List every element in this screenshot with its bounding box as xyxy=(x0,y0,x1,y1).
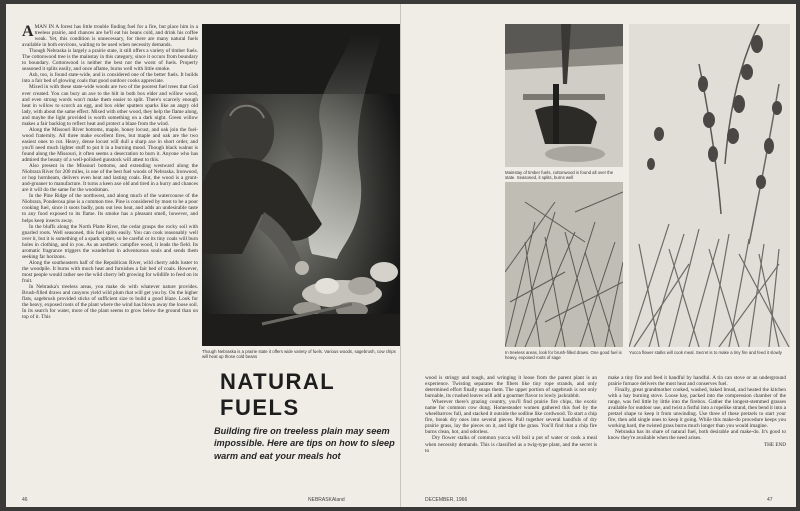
article-column-b xyxy=(608,375,786,448)
article-column-left xyxy=(22,24,198,320)
page-number: 46 xyxy=(22,497,28,503)
article-paragraph-opening: AMAN IN A forest has little trouble finding fuel for a fire, but place him in a treeless prairie, and chances are he'll eat his beans cold, and drink his coffee weak. Yet, this condition is unnecessary, for there are many natural fuels available in both environs, waiting to be used when necessity demands. xyxy=(22,23,198,49)
article-paragraph: make a tiny fire and feed it handful by handful. A tin can stove or an underground prairie furnace delivers the most heat and conserves fuel. xyxy=(608,375,786,388)
article-paragraph: wood is stringy and tough, and wringing it loose from the parent plant is an experience. Twisting separates the fibers like tiny rope strands, and only determined effort finally snaps them. The upper portion of sagebrush is not only burnable, its crushed leaves will add a gourmet flavor to lowly jackrabbit. xyxy=(425,375,597,400)
article-paragraph: Wherever there's grazing country, you'll find prairie fire chips, the exotic name for common cow dung. Homesteader women gathered this fuel by the wheelbarrow full, and stacked it outside the sodline like cordwood. To start a chip fire, break dry ones into several pieces. Pull together several handfuls of dry prairie grass, lay the pieces on it, and light the grass. You'll find that a chip fire burns clean, hot, and odorless. xyxy=(425,399,598,436)
photo-caption-cottonwood: Mainstay of timber fuels, cottonwood is found all over the state. Seasoned, it splits, burns well xyxy=(505,170,614,181)
article-paragraph: Along the southeastern half of the Republican River, wild cherry adds luster to the woodpile. It burns with much heat and furnishes a fair bed of coals. However, most people would rather see the wild cherry left growing for wildlife to feed on its fruit. xyxy=(22,259,198,284)
photo-caption-yucca: Yucca flower stalks will cook meal. Secret is to make a tiny fire and feed it slowly xyxy=(629,350,782,355)
cottonwood-splitting-photo xyxy=(505,24,623,167)
article-paragraph: Finally, great grandmother cooked, washed, baked bread, and heated the kitchen with a hay burning stove. Loose hay, packed into the compression chamber of the range, was fed little by little into the firebox. Gather the longest-stemmed grasses available for outdoor use, and twist a fistful into a ropelike strand, then bend it into a pretzel shape to keep it from unwinding. Use three of these pretzels to start your fire, then add single ones to keep it going. While this make-do procedure keeps you working hard, the twisted grass burns much longer than you would imagine. xyxy=(608,387,786,430)
article-paragraph: Also present in the Missouri bottoms, and extending westward along the Niobrara River for 200 miles, is one of the best fuel woods of Nebraska. Ironwood, or hop hornbeam, delivers even heat and lasting coals. But, the wood is a grunt-and-groaner to manufacture. It turns a keen axe old and tired in a hurry and chances are it will do the same for the woodsman. xyxy=(22,163,198,194)
article-paragraph: In Nebraska's treeless areas, you make do with whatever nature provides. Brush-filled draws and canyons yield wild plum that will get you by. On the higher flats, sagebrush provided sticks of sufficient size to build a good blaze. Look for the heavy, exposed roots of the plant where the wind has blown away the loose soil. In its search for water, more of the plant seems to grow below the ground than on top of it. This xyxy=(22,284,198,321)
drop-cap: A xyxy=(22,23,34,40)
issue-date: DECEMBER, 1966 xyxy=(425,497,468,503)
man-building-fire-photo xyxy=(202,24,400,346)
left-page xyxy=(6,4,401,507)
article-paragraph: In the bluffs along the North Platte River, the cedar grasps the rocky soil with gnarled roots. Well seasoned, this fuel splits easily. You can cook reasonably well over it, but it is something of a spark spitter, so be careful or its tiny coals will burn holes in clothing, and in you. As an aesthetic campfire wood, it leads the field. Its aromatic fragrance triggers the wanderlust in adventurous souls and sends them seeking far horizons. xyxy=(22,223,198,260)
article-paragraph: Along the Missouri River bottoms, maple, honey locust, and oak join the fuel-wood fraternity. All three make excellent fires, but maple and oak are the two easiest ones to cut. Heavy, dense locust will dull a sharp axe in short order, and you'll need much lighter stuff to put it in a burning mood. Though black walnut is found along the Missouri, it often seems a desecration to burn it. Anyone who has admired the beauty of a well-polished gunstock will attest to this. xyxy=(22,126,198,164)
article-title: NATURAL FUELS xyxy=(220,369,335,420)
photo-caption-sagebrush: In treeless areas, look for brush-filled draws. One good fuel is heavy, exposed roots of sage xyxy=(505,350,622,361)
magazine-name: NEBRASKAland xyxy=(308,497,345,503)
article-paragraph: Ash, too, is found state-wide, and is considered one of the better fuels. It builds into a fair bed of glowing coals that good outdoor cooks appreciate. xyxy=(22,72,198,85)
article-paragraph: Dry flower stalks of common yucca will boil a pot of water or cook a meal when necessity demands. This is classified as a twig-type plant, and the secret is to xyxy=(425,435,597,454)
page-number: 47 xyxy=(767,497,773,503)
yucca-flower-photo xyxy=(629,24,790,347)
the-end-mark: THE END xyxy=(763,441,786,448)
article-paragraph: Nebraska has its share of natural fuel, both desirable and make-do. It's good to know they're available when the need arises. xyxy=(608,429,786,442)
article-paragraph: Though Nebraska is largely a prairie state, it still offers a variety of timber fuels. The cottonwood tree is the mainstay in this category, since it occurs from boundary to boundary. Cottonwood is neither the best nor the worst of fuels. Properly seasoned it splits easily, and once aflame, burns well with little smoke. xyxy=(22,48,198,73)
sagebrush-draw-photo xyxy=(505,182,623,347)
right-page xyxy=(401,4,796,507)
photo-caption: Though Nebraska is a prairie state it offers wide variety of fuels. Various woods, sagebrush, cow chips will heat up those cold beans xyxy=(202,349,396,360)
article-paragraph: Mixed in with these state-wide woods are two of the poorest fuel trees that God ever created. You can bury an axe to the hilt in both box elder and willow wood, and even strong words won't make them easier to split. There's scarcely enough heat in willow to scorch an egg, and box elder sputters sparks like an angry old lady, with about the same effect. Mixed with other wood, they help the flame along, and maybe the light provided is worth something on a dark night. Green willow makes a fair backlog to reflect heat and protect a blaze from the wind. xyxy=(22,84,198,127)
article-column-a xyxy=(425,375,597,454)
article-paragraph: In the Pine Ridge of the northwest, and along much of the watercourse of the Niobrara, Ponderosa pine is a common tree. Pine is considered by most to be a poor cooking fuel, since it soots badly, puts out less heat, and adds an undesirable taste to any food exposed to its flame. Its smoke has a pleasant smell, however, and helps keep insects away. xyxy=(22,193,198,224)
article-deck: Building fire on treeless plain may seem impossible. Here are tips on how to sleep warm and eat your meals hot xyxy=(214,426,395,461)
